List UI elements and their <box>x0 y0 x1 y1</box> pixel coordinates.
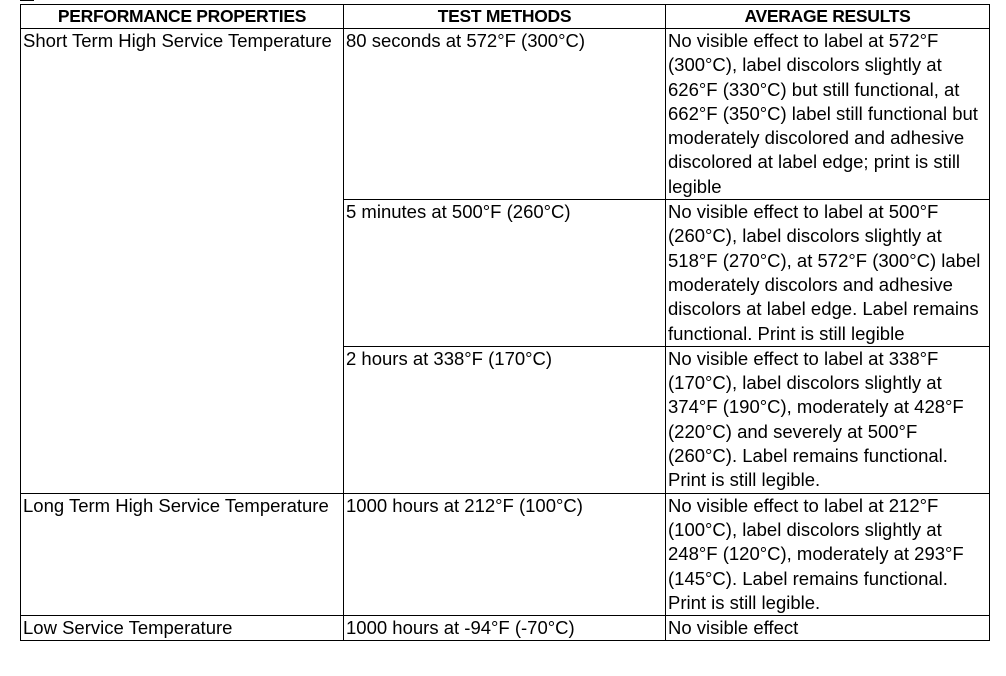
header-row <box>21 5 990 29</box>
result-cell: No visible effect <box>666 616 990 641</box>
property-cell: Low Service Temperature <box>21 616 344 641</box>
result-cell: No visible effect to label at 572°F (300°C), label discolors slightly at 626°F (330°C) but still functional, at 662°F (350°C) label still functional but moderately discolored and adhesive discolored at label edge; print is still legible <box>666 29 990 200</box>
property-cell: Long Term High Service Temperature <box>21 493 344 615</box>
result-cell: No visible effect to label at 338°F (170°C), label discolors slightly at 374°F (190°C), moderately at 428°F (220°C) and severely at 500°F (260°C). Label remains functional. Print is still legible. <box>666 346 990 493</box>
method-cell: 2 hours at 338°F (170°C) <box>344 346 666 493</box>
method-cell: 1000 hours at 212°F (100°C) <box>344 493 666 615</box>
performance-properties-table <box>20 4 990 641</box>
method-cell: 5 minutes at 500°F (260°C) <box>344 200 666 347</box>
table-row <box>21 493 990 615</box>
method-cell: 80 seconds at 572°F (300°C) <box>344 29 666 200</box>
header-average-results: AVERAGE RESULTS <box>666 5 990 29</box>
table-row <box>21 616 990 641</box>
header-test-methods: TEST METHODS <box>344 5 666 29</box>
header-performance-properties: PERFORMANCE PROPERTIES <box>21 5 344 29</box>
table-row <box>21 29 990 200</box>
result-cell: No visible effect to label at 500°F (260°C), label discolors slightly at 518°F (270°C), at 572°F (300°C) label moderately discolors and adhesive discolors at label edge. Label remains functional. Print is still legible <box>666 200 990 347</box>
result-cell: No visible effect to label at 212°F (100°C), label discolors slightly at 248°F (120°C), moderately at 293°F (145°C). Label remains functional. Print is still legible. <box>666 493 990 615</box>
method-cell: 1000 hours at -94°F (-70°C) <box>344 616 666 641</box>
property-cell: Short Term High Service Temperature <box>21 29 344 494</box>
